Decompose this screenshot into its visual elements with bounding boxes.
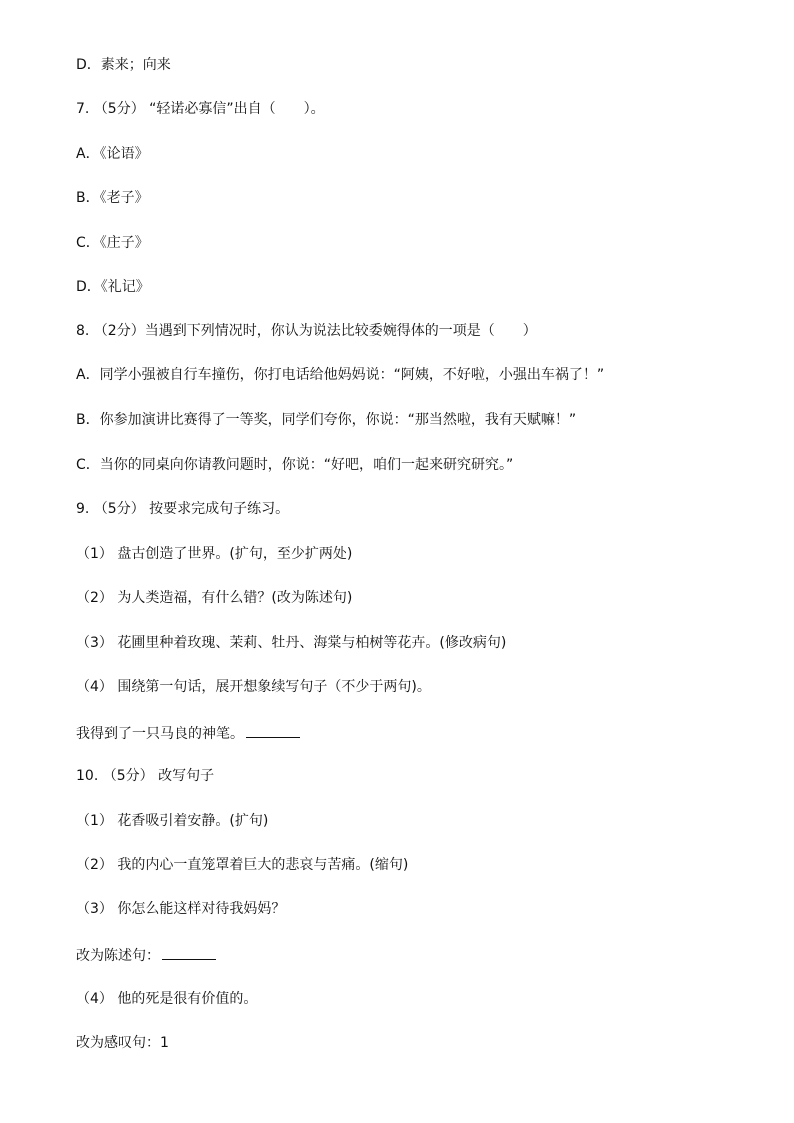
answer-blank — [246, 723, 300, 738]
question-10: 10. （5分） 改写句子 — [76, 768, 215, 784]
q10-item-4: （4） 他的死是很有价值的。 — [76, 991, 258, 1007]
q10-item-2: （2） 我的内心一直笼罩着巨大的悲哀与苦痛。(缩句) — [76, 857, 409, 873]
question-9: 9. （5分） 按要求完成句子练习。 — [76, 501, 290, 517]
q10-item-3: （3） 你怎么能这样对待我妈妈？ — [76, 901, 286, 917]
q10-item-1: （1） 花香吸引着安静。(扩句) — [76, 813, 269, 829]
option-d-q7: D．《礼记》 — [76, 279, 150, 295]
q9-item-4-prompt: 我得到了一只马良的神笔。 — [76, 723, 300, 743]
option-a-q8: A．同学小强被自行车撞伤，你打电话给他妈妈说：“阿姨，不好啦，小强出车祸了！” — [76, 367, 605, 383]
option-c-q7: C．《庄子》 — [76, 235, 149, 251]
q9-item-2: （2） 为人类造福，有什么错？(改为陈述句) — [76, 590, 353, 606]
question-7: 7. （5分） “轻诺必寡信”出自（ ）。 — [76, 101, 325, 117]
q9-item-4: （4） 围绕第一句话，展开想象续写句子（不少于两句)。 — [76, 679, 431, 695]
q9-item-3: （3） 花圃里种着玫瑰、茉莉、牡丹、海棠与柏树等花卉。(修改病句) — [76, 635, 507, 651]
q9-item-1: （1） 盘古创造了世界。(扩句，至少扩两处) — [76, 546, 353, 562]
option-b-q8: B．你参加演讲比赛得了一等奖，同学们夸你，你说：“那当然啦，我有天赋嘛！” — [76, 412, 577, 428]
option-a-q7: A．《论语》 — [76, 146, 149, 162]
option-c-q8: C．当你的同桌向你请教问题时，你说：“好吧，咱们一起来研究研究。” — [76, 457, 514, 473]
q10-item-4-answer: 改为感叹句：1 — [76, 1035, 169, 1051]
option-d-q6: D．素来；向来 — [76, 57, 171, 73]
answer-blank — [162, 945, 216, 960]
q10-item-3-answer: 改为陈述句： — [76, 945, 216, 965]
question-8: 8. （2分）当遇到下列情况时，你认为说法比较委婉得体的一项是（ ） — [76, 323, 537, 339]
option-b-q7: B．《老子》 — [76, 190, 149, 206]
